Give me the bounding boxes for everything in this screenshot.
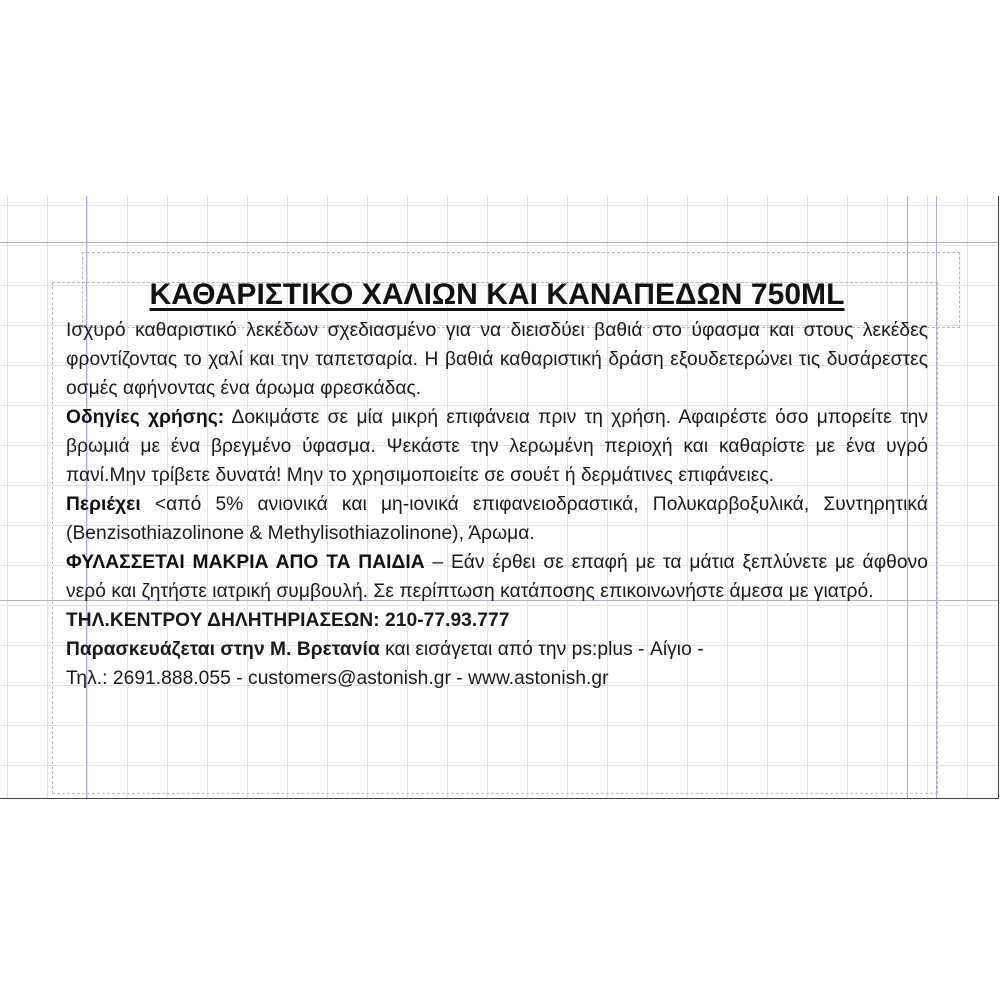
instructions-text: Δοκιμάστε σε μία μικρή επιφάνεια πριν τη χρήση. Αφαιρέστε όσο μπορείτε την βρωμιά με ένα βρεγμένο ύφασμα. Ψεκάστε την λερωμένη περιοχή και καθαρίστε με ένα υγρό πανί.Μην τρίβετε δυνατά! Μην το χρησιμοποιείτε σε σουέτ ή δερμάτινες επιφάνειες.: [66, 407, 928, 486]
contents-label: Περιέχει: [66, 494, 141, 515]
manufacturer-line: [66, 635, 928, 664]
contact-line: Τηλ.: 2691.888.055 - customers@astonish.gr - www.astonish.gr: [66, 668, 609, 689]
usage-instructions: [66, 403, 928, 490]
instructions-label: Οδηγίες χρήσης:: [66, 407, 225, 428]
product-label: [66, 275, 928, 693]
ingredients: [66, 490, 928, 548]
safety-warning: [66, 548, 928, 606]
importer-text: και εισάγεται από την ps:plus - Αίγιο -: [379, 639, 704, 660]
product-description: Ισχυρό καθαριστικό λεκέδων σχεδιασμένο για να διεισδύει βαθιά στο ύφασμα και στους λεκέδες φροντίζοντας το χαλί και την ταπετσαρία. Η βαθιά καθαριστική δράση εξουδετερώνει τις δυσάρεστες οσμές αφήνοντας ένα άρωμα φρεσκάδας.: [66, 320, 928, 399]
layout-guide: [0, 242, 998, 243]
contents-text: <από 5% ανιονικά και μη-ιονικά επιφανειοδραστικά, Πολυκαρβοξυλικά, Συντηρητικά (Benzisothiazolinone & Methylisothiazolinone), Άρωμα.: [66, 494, 928, 544]
poison-center-phone: ΤΗΛ.ΚΕΝΤΡΟΥ ΔΗΛΗΤΗΡΙΑΣΕΩΝ: 210-77.93.777: [66, 610, 510, 631]
warning-text: – Εάν έρθει σε επαφή με τα μάτια ξεπλύνετε με άφθονο νερό και ζητήστε ιατρική συμβουλή. Σε περίπτωση κατάποσης επικοινωνήστε άμεσα με γιατρό.: [66, 552, 928, 602]
product-title: ΚΑΘΑΡΙΣΤΙΚΟ ΧΑΛΙΩΝ ΚΑΙ ΚΑΝΑΠΕΔΩΝ 750ML: [149, 278, 845, 311]
poison-center-line: [66, 606, 928, 635]
made-in-label: Παρασκευάζεται στην Μ. Βρετανία: [66, 639, 380, 660]
warning-label: ΦΥΛΑΣΣΕΤΑΙ ΜΑΚΡΙΑ ΑΠΟ ΤΑ ΠΑΙΔΙΑ: [66, 552, 425, 573]
